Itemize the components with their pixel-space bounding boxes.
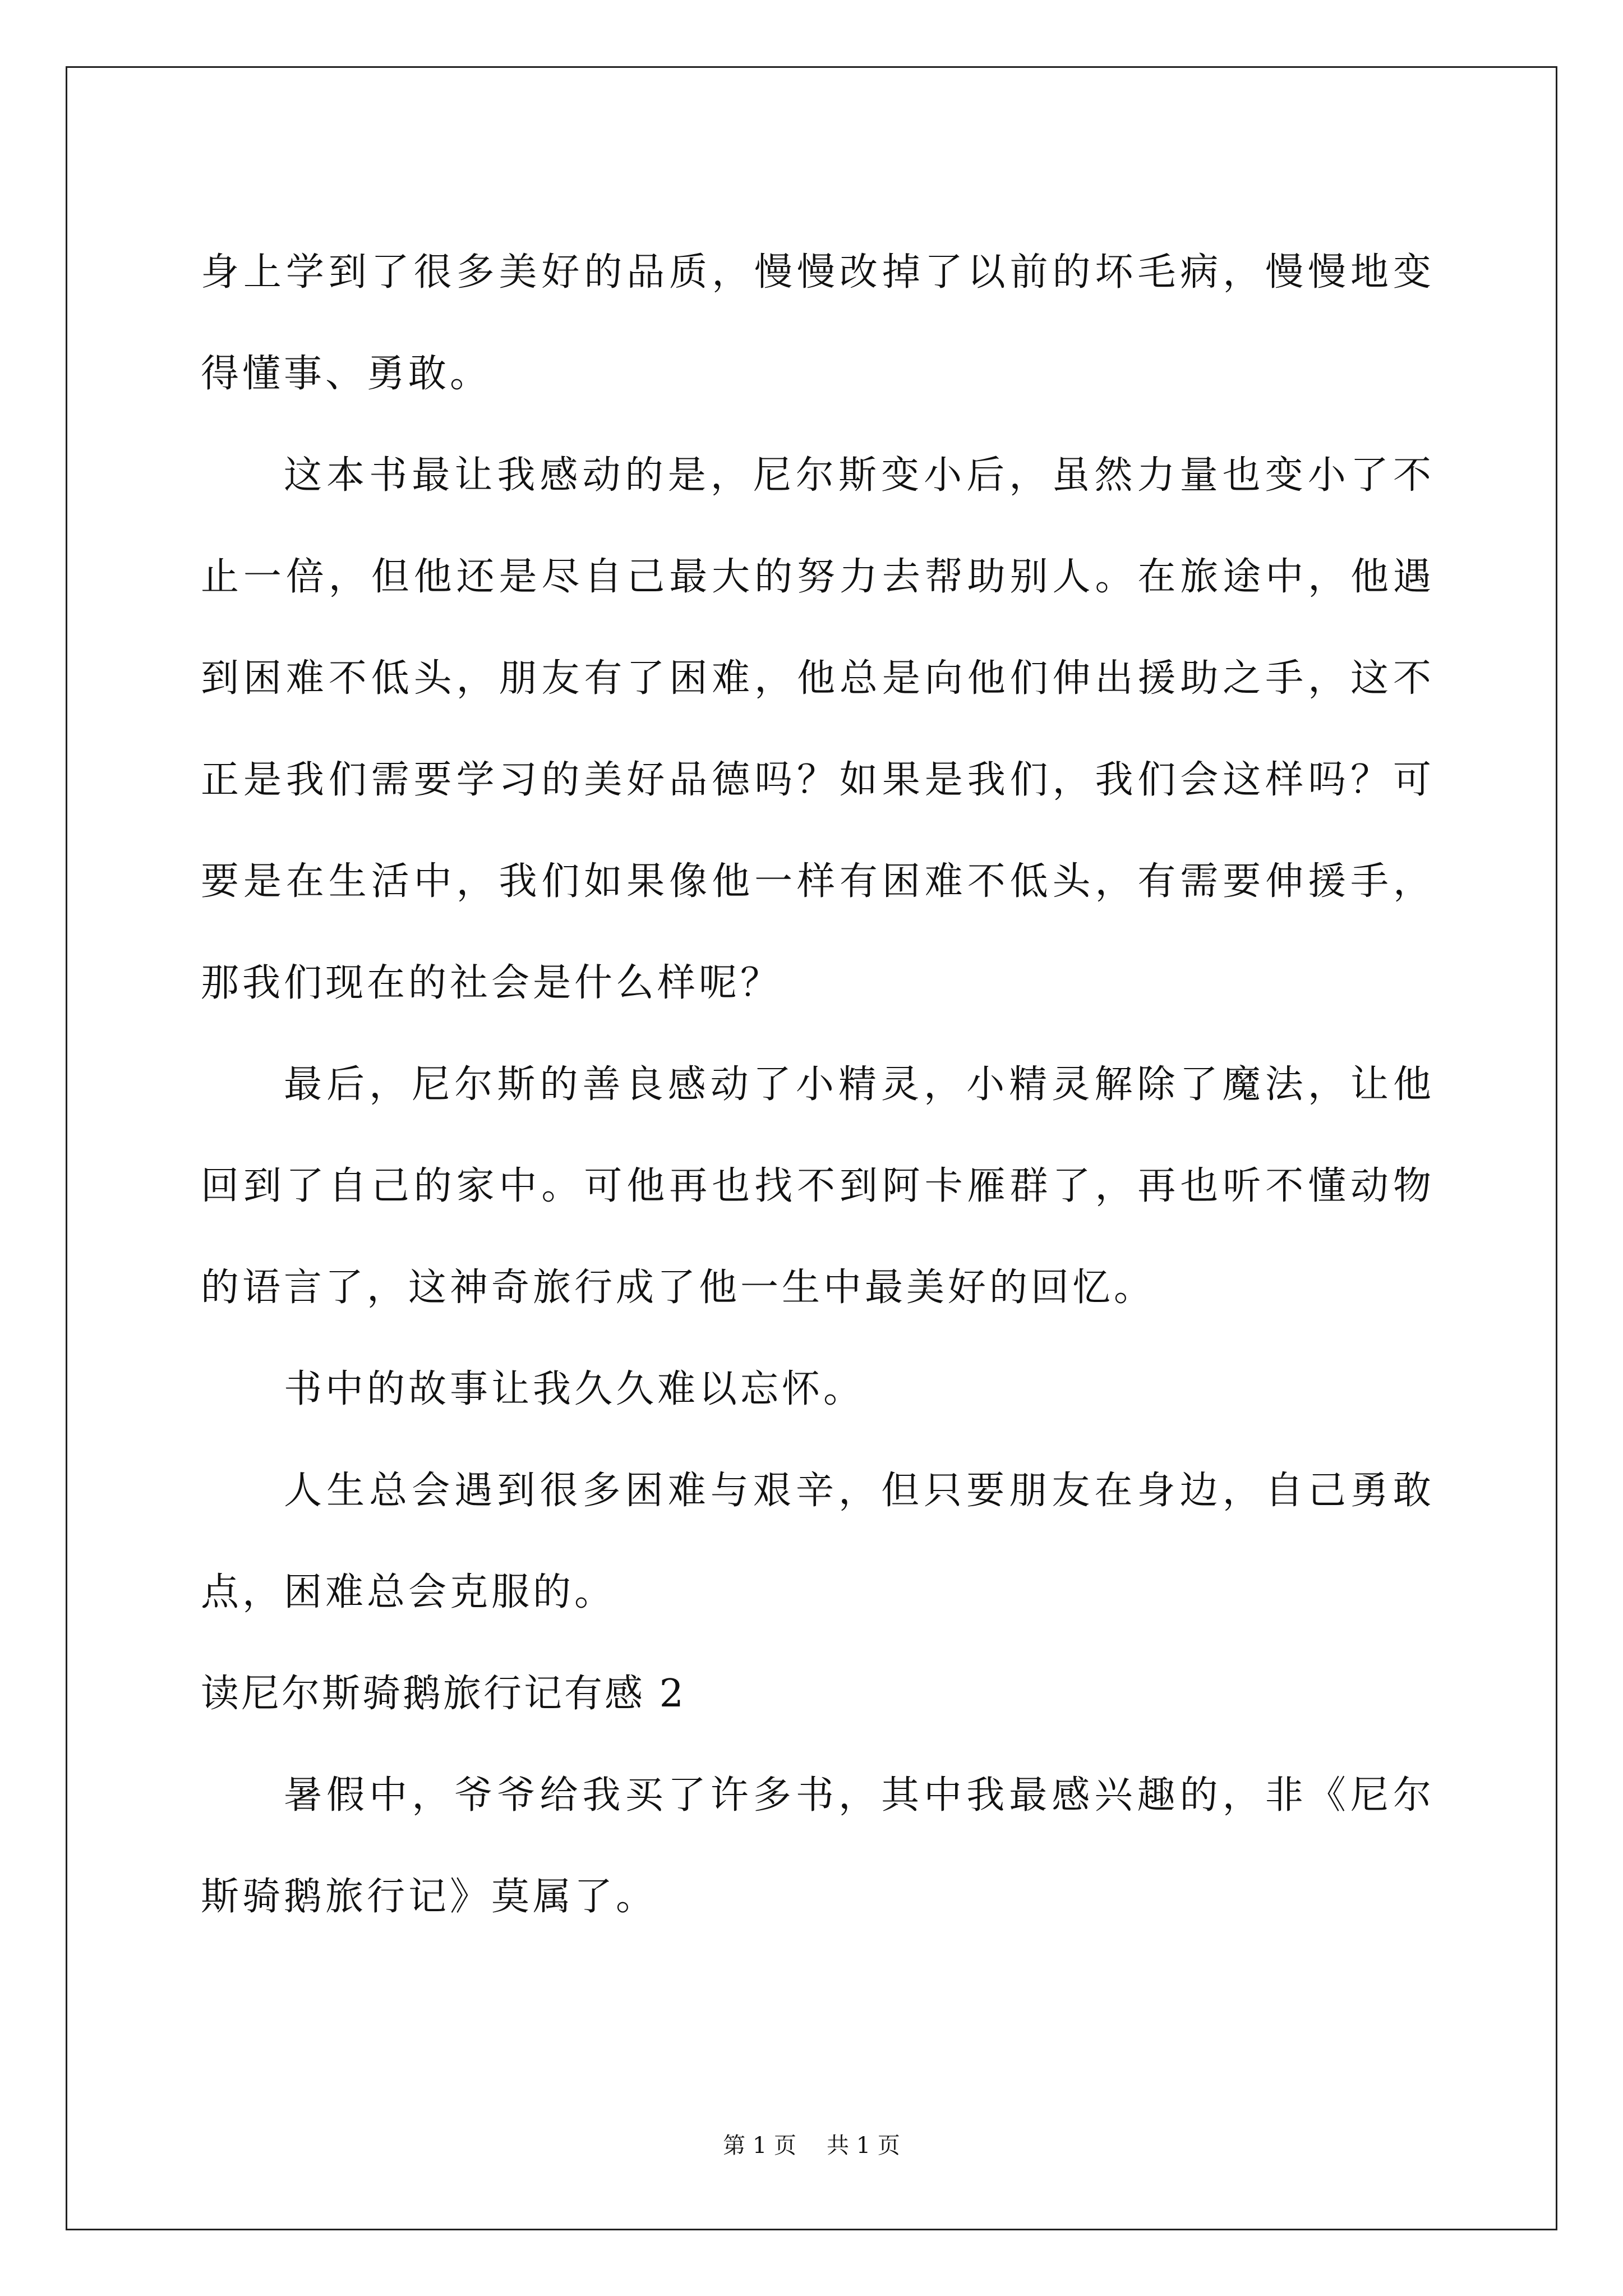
page-number: 第 1 页 (723, 2133, 796, 2159)
paragraph-6: 暑假中，爷爷给我买了许多书，其中我最感兴趣的，非《尼尔斯骑鹅旅行记》莫属了。 (201, 1773, 1435, 1919)
paragraph-4: 书中的故事让我久久难以忘怀。 (284, 1367, 865, 1411)
document-body (201, 222, 1435, 1948)
paragraph-5: 人生总会遇到很多困难与艰辛，但只要朋友在身边，自己勇敢点，困难总会克服的。 (201, 1469, 1435, 1614)
paragraph-1: 身上学到了很多美好的品质，慢慢改掉了以前的坏毛病，慢慢地变得懂事、勇敢。 (201, 250, 1435, 396)
page-footer (0, 2129, 1623, 2162)
paragraph-3: 最后，尼尔斯的善良感动了小精灵，小精灵解除了魔法，让他回到了自己的家中。可他再也找不到阿卡雁群了，再也听不懂动物的语言了，这神奇旅行成了他一生中最美好的回忆。 (201, 1062, 1435, 1310)
page-total: 共 1 页 (827, 2133, 900, 2159)
section-heading: 读尼尔斯骑鹅旅行记有感 2 (201, 1672, 686, 1716)
paragraph-2: 这本书最让我感动的是，尼尔斯变小后，虽然力量也变小了不止一倍，但他还是尽自己最大的努力去帮助别人。在旅途中，他遇到困难不低头，朋友有了困难，他总是向他们伸出援助之手，这不正是我们需要学习的美好品德吗？如果是我们，我们会这样吗？可要是在生活中，我们如果像他一样有困难不低头，有需要伸援手，那我们现在的社会是什么样呢？ (201, 453, 1435, 1005)
